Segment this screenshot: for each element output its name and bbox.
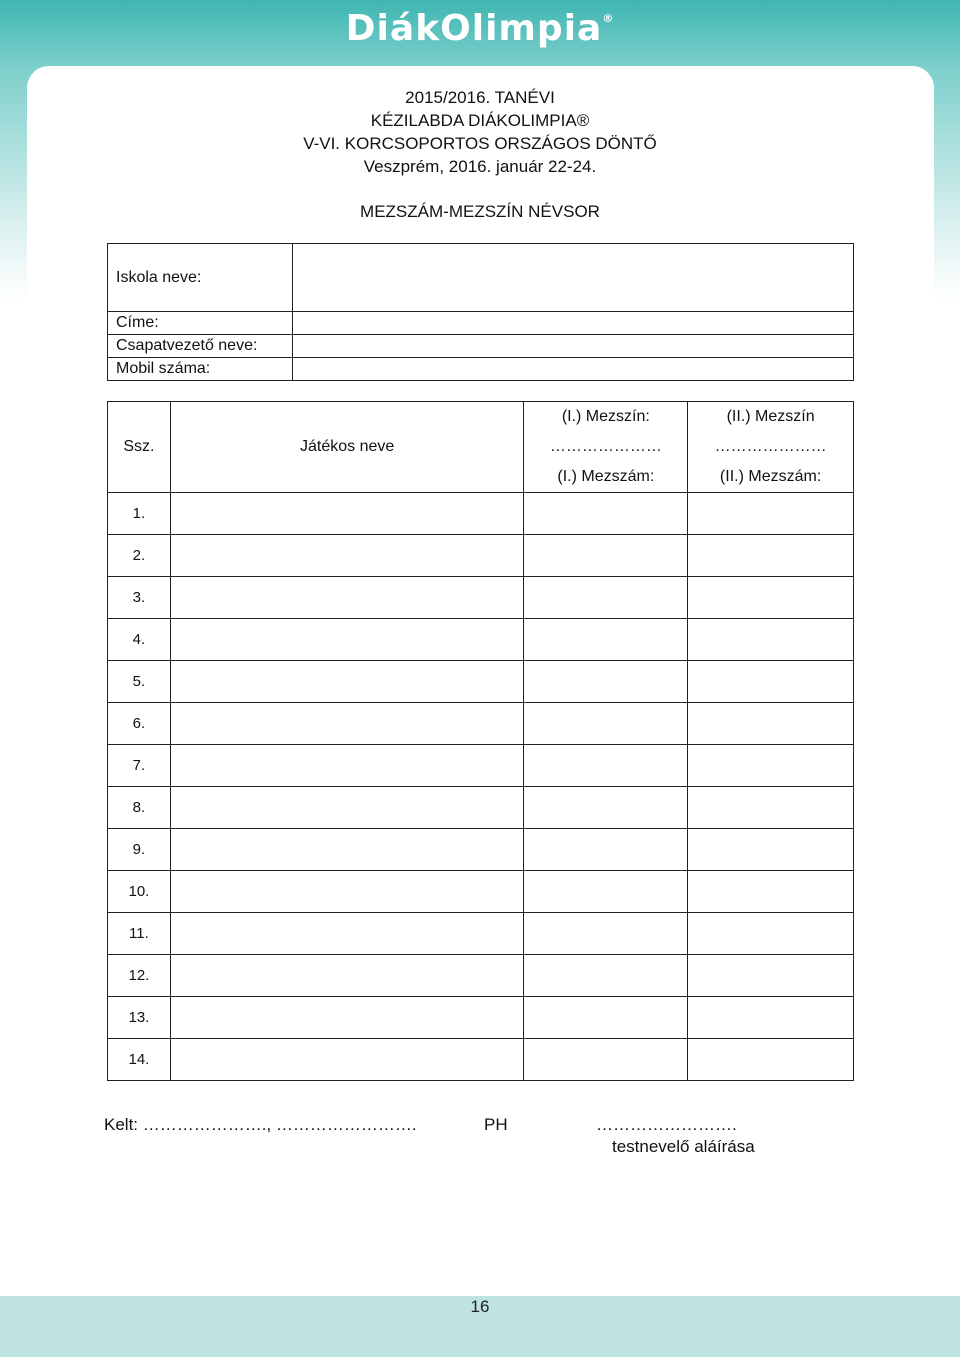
signature-dots: ……………………. [596, 1115, 737, 1134]
jersey-set-1-header [524, 402, 688, 493]
player-name-cell[interactable] [170, 577, 524, 619]
row-number: 7. [108, 745, 171, 787]
number-column-header: Ssz. [108, 402, 171, 493]
row-number: 11. [108, 913, 171, 955]
table-row [108, 493, 854, 535]
document-header [0, 86, 960, 223]
table-row [108, 619, 854, 661]
jersey-number-2-cell[interactable] [688, 913, 854, 955]
jersey-number-1-cell[interactable] [524, 871, 688, 913]
jersey-color-2-dots: ………………… [714, 438, 827, 455]
table-row [108, 955, 854, 997]
row-number: 8. [108, 787, 171, 829]
table-row [108, 787, 854, 829]
jersey-number-2-cell[interactable] [688, 787, 854, 829]
form-title: MEZSZÁM-MEZSZÍN NÉVSOR [360, 202, 600, 221]
table-row [108, 913, 854, 955]
jersey-number-2-cell[interactable] [688, 493, 854, 535]
table-row [108, 535, 854, 577]
jersey-number-1-cell[interactable] [524, 661, 688, 703]
table-row [108, 829, 854, 871]
player-name-column-header: Játékos neve [170, 402, 524, 493]
school-year-line: 2015/2016. TANÉVI [405, 88, 555, 107]
row-number: 3. [108, 577, 171, 619]
registered-mark: ® [602, 12, 615, 25]
jersey-number-1-cell[interactable] [524, 619, 688, 661]
school-name-label: Iskola neve: [108, 244, 293, 312]
jersey-number-1-cell[interactable] [524, 997, 688, 1039]
player-name-cell[interactable] [170, 535, 524, 577]
player-name-cell[interactable] [170, 829, 524, 871]
team-leader-label: Csapatvezető neve: [108, 335, 293, 358]
roster-header-row [108, 402, 854, 493]
row-number: 13. [108, 997, 171, 1039]
competition-line: KÉZILABDA DIÁKOLIMPIA® [370, 111, 590, 130]
jersey-number-1-cell[interactable] [524, 787, 688, 829]
table-row [108, 703, 854, 745]
jersey-color-2-label: (II.) Mezszín [726, 408, 815, 425]
jersey-number-2-cell[interactable] [688, 577, 854, 619]
jersey-number-1-cell[interactable] [524, 535, 688, 577]
row-number: 9. [108, 829, 171, 871]
row-number: 14. [108, 1039, 171, 1081]
jersey-number-2-cell[interactable] [688, 619, 854, 661]
jersey-number-1-cell[interactable] [524, 829, 688, 871]
table-row [108, 577, 854, 619]
player-roster-table [107, 401, 854, 1081]
jersey-number-1-cell[interactable] [524, 745, 688, 787]
row-number: 5. [108, 661, 171, 703]
page-number: 16 [470, 1297, 490, 1316]
row-number: 4. [108, 619, 171, 661]
row-number: 1. [108, 493, 171, 535]
address-field[interactable] [293, 312, 854, 335]
row-number: 2. [108, 535, 171, 577]
jersey-number-2-cell[interactable] [688, 535, 854, 577]
jersey-number-2-cell[interactable] [688, 955, 854, 997]
table-row [108, 661, 854, 703]
jersey-number-2-cell[interactable] [688, 1039, 854, 1081]
team-info-table [107, 243, 854, 381]
jersey-number-2-cell[interactable] [688, 745, 854, 787]
address-label: Címe: [108, 312, 293, 335]
row-number: 6. [108, 703, 171, 745]
table-row [108, 871, 854, 913]
player-name-cell[interactable] [170, 703, 524, 745]
jersey-set-2-header [688, 402, 854, 493]
jersey-number-2-cell[interactable] [688, 661, 854, 703]
row-number: 12. [108, 955, 171, 997]
signature-label: testnevelő aláírása [612, 1137, 755, 1156]
table-row [108, 745, 854, 787]
jersey-number-1-cell[interactable] [524, 577, 688, 619]
player-name-cell[interactable] [170, 661, 524, 703]
jersey-number-2-label: (II.) Mezszám: [719, 468, 822, 485]
jersey-number-1-cell[interactable] [524, 493, 688, 535]
player-name-cell[interactable] [170, 1039, 524, 1081]
date-signature-line: Kelt: …………………., ……………………. [104, 1115, 417, 1134]
table-row [108, 1039, 854, 1081]
jersey-number-2-cell[interactable] [688, 997, 854, 1039]
jersey-number-1-cell[interactable] [524, 913, 688, 955]
player-name-cell[interactable] [170, 787, 524, 829]
jersey-number-1-label: (I.) Mezszám: [557, 468, 655, 485]
jersey-number-2-cell[interactable] [688, 703, 854, 745]
stamp-placeholder: PH [484, 1115, 508, 1134]
team-leader-field[interactable] [293, 335, 854, 358]
jersey-number-2-cell[interactable] [688, 829, 854, 871]
player-name-cell[interactable] [170, 871, 524, 913]
player-name-cell[interactable] [170, 997, 524, 1039]
player-name-cell[interactable] [170, 955, 524, 997]
jersey-number-1-cell[interactable] [524, 703, 688, 745]
player-name-cell[interactable] [170, 619, 524, 661]
table-row [108, 997, 854, 1039]
mobile-number-label: Mobil száma: [108, 358, 293, 381]
final-line: V-VI. KORCSOPORTOS ORSZÁGOS DÖNTŐ [303, 134, 657, 153]
player-name-cell[interactable] [170, 745, 524, 787]
player-name-cell[interactable] [170, 913, 524, 955]
mobile-number-field[interactable] [293, 358, 854, 381]
jersey-number-1-cell[interactable] [524, 1039, 688, 1081]
jersey-number-1-cell[interactable] [524, 955, 688, 997]
school-name-field[interactable] [293, 244, 854, 312]
jersey-color-1-dots: ………………… [549, 438, 662, 455]
jersey-number-2-cell[interactable] [688, 871, 854, 913]
logo-text: DiákOlimpia [345, 8, 603, 49]
player-name-cell[interactable] [170, 493, 524, 535]
diakolimpia-logo [0, 8, 960, 49]
venue-date-line: Veszprém, 2016. január 22-24. [363, 157, 597, 176]
row-number: 10. [108, 871, 171, 913]
jersey-color-1-label: (I.) Mezszín: [561, 408, 650, 425]
